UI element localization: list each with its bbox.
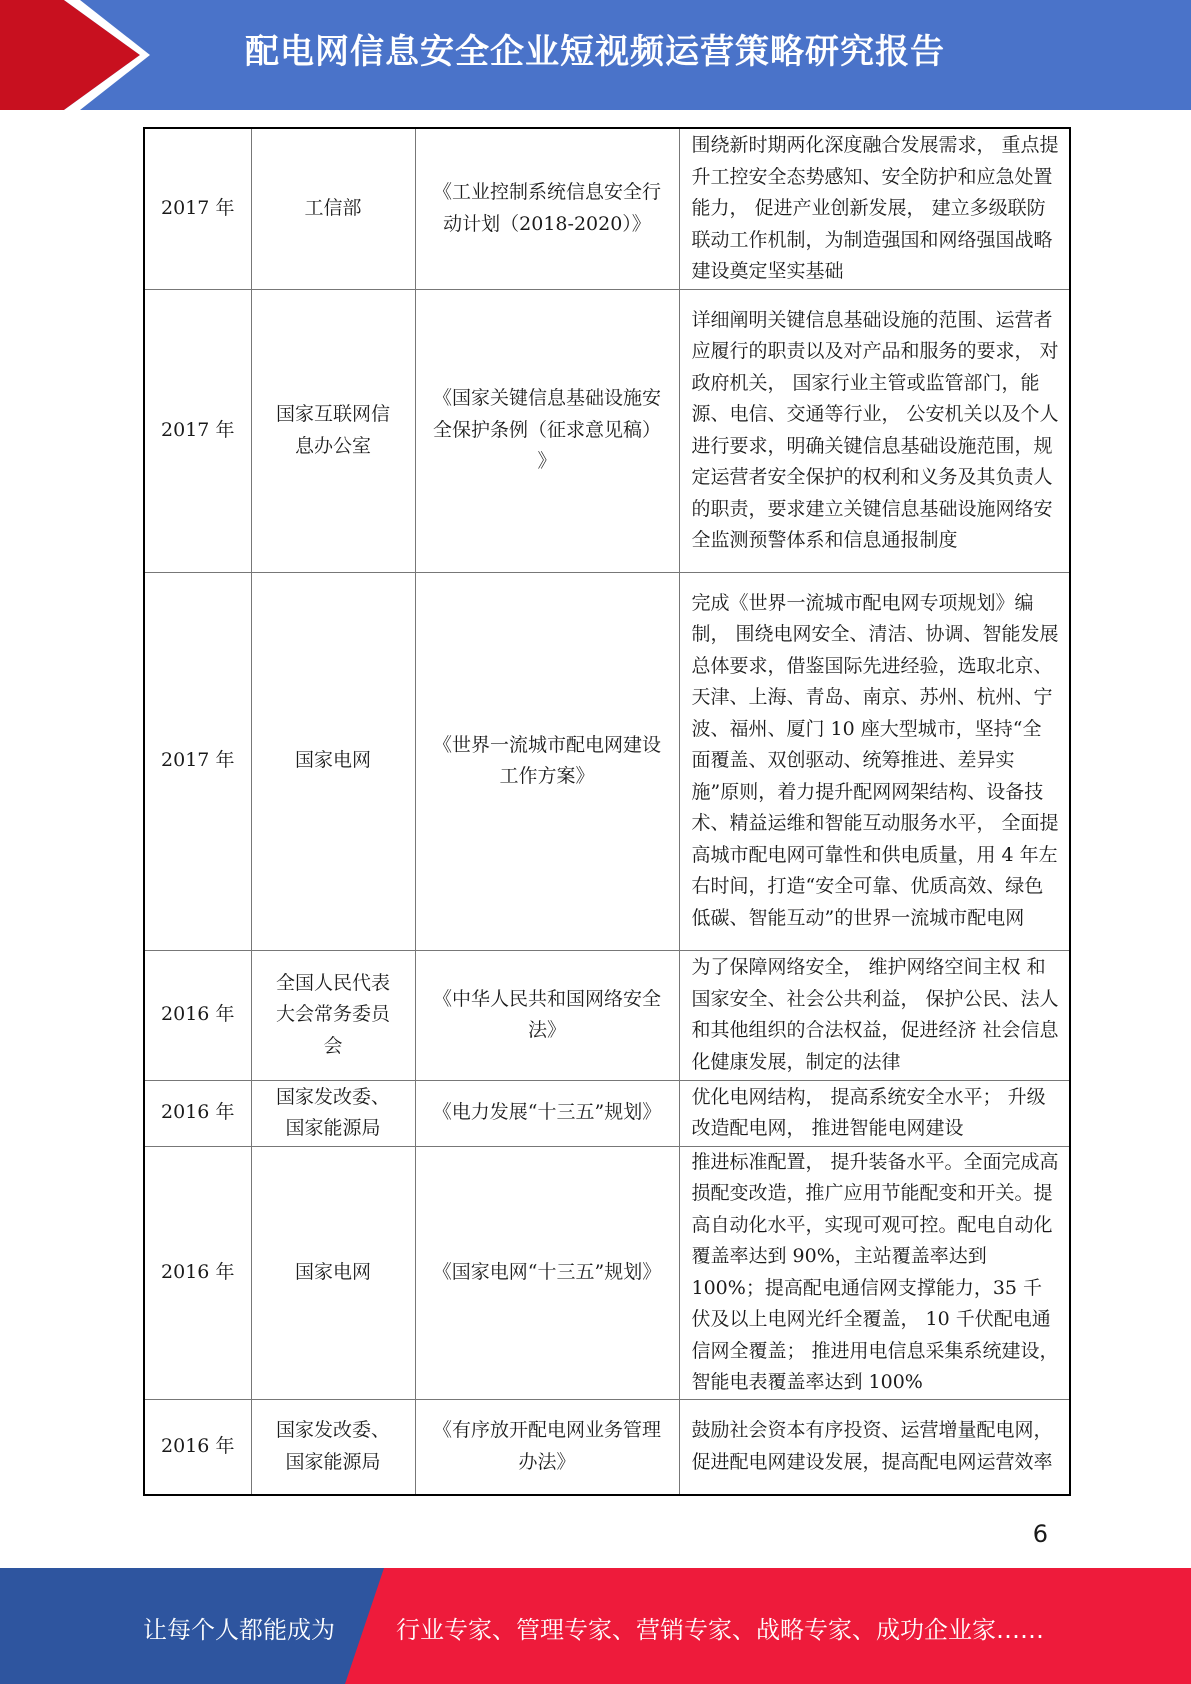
page-footer <box>0 1568 1191 1684</box>
year-cell: 2017 年 <box>144 572 251 950</box>
document-cell: 《世界一流城市配电网建设工作方案》 <box>415 572 679 950</box>
document-cell: 《中华人民共和国网络安全法》 <box>415 950 679 1080</box>
table-row <box>144 572 1070 950</box>
document-cell: 《有序放开配电网业务管理办法》 <box>415 1399 679 1495</box>
table-row <box>144 950 1070 1080</box>
description-cell: 优化电网结构， 提高系统安全水平； 升级改造配电网， 推进智能电网建设 <box>679 1080 1070 1146</box>
description-cell: 鼓励社会资本有序投资、运营增量配电网，促进配电网建设发展，提高配电网运营效率 <box>679 1399 1070 1495</box>
report-title: 配电网信息安全企业短视频运营策略研究报告 <box>245 32 945 72</box>
table-row <box>144 128 1070 289</box>
organization-cell: 全国人民代表大会常务委员会 <box>251 950 415 1080</box>
policy-table <box>143 127 1071 1496</box>
table-row <box>144 1146 1070 1399</box>
organization-cell: 工信部 <box>251 128 415 289</box>
description-cell: 围绕新时期两化深度融合发展需求， 重点提升工控安全态势感知、安全防护和应急处置能力， 促进产业创新发展， 建立多级联防联动工作机制，为制造强国和网络强国战略建设奠定坚实基础 <box>679 128 1070 289</box>
year-cell: 2016 年 <box>144 1399 251 1495</box>
organization-cell: 国家发改委、国家能源局 <box>251 1399 415 1495</box>
description-cell: 完成《世界一流城市配电网专项规划》编制， 围绕电网安全、清洁、协调、智能发展总体要求，借鉴国际先进经验，选取北京、天津、上海、青岛、南京、苏州、杭州、宁波、福州、厦门 10 座大型城市，坚持“全面覆盖、双创驱动、统筹推进、差异实施”原则，着力提升配网网架结构、设备技术、精益运维和智能互动服务水平， 全面提高城市配电网可靠性和供电质量，用 4 年左右时间，打造“安全可靠、优质高效、绿色低碳、智能互动”的世界一流城市配电网 <box>679 572 1070 950</box>
table-row <box>144 1399 1070 1495</box>
document-cell: 《国家关键信息基础设施安全保护条例（征求意见稿） 》 <box>415 289 679 572</box>
year-cell: 2016 年 <box>144 1146 251 1399</box>
footer-slogan-left: 让每个人都能成为 <box>143 1616 335 1644</box>
document-cell: 《工业控制系统信息安全行动计划（2018-2020）》 <box>415 128 679 289</box>
year-cell: 2017 年 <box>144 128 251 289</box>
year-cell: 2016 年 <box>144 950 251 1080</box>
description-cell: 详细阐明关键信息基础设施的范围、运营者应履行的职责以及对产品和服务的要求， 对政府机关， 国家行业主管或监管部门，能源、电信、交通等行业， 公安机关以及个人进行要求，明确关键信息基础设施范围，规定运营者安全保护的权利和义务及其负责人的职责，要求建立关键信息基础设施网络安全监测预警体系和信息通报制度 <box>679 289 1070 572</box>
page-number: 6 <box>1032 1520 1048 1548</box>
table-row <box>144 289 1070 572</box>
page-header <box>0 0 1191 110</box>
organization-cell: 国家电网 <box>251 1146 415 1399</box>
organization-cell: 国家发改委、国家能源局 <box>251 1080 415 1146</box>
year-cell: 2017 年 <box>144 289 251 572</box>
document-cell: 《电力发展“十三五”规划》 <box>415 1080 679 1146</box>
document-cell: 《国家电网“十三五”规划》 <box>415 1146 679 1399</box>
description-cell: 推进标准配置， 提升装备水平。全面完成高损配变改造，推广应用节能配变和开关。提高自动化水平，实现可观可控。配电自动化覆盖率达到 90%，主站覆盖率达到 100%；提高配电通信网支撑能力，35 千伏及以上电网光纤全覆盖， 10 千伏配电通信网全覆盖； 推进用电信息采集系统建设， 智能电表覆盖率达到 100% <box>679 1146 1070 1399</box>
table-row <box>144 1080 1070 1146</box>
year-cell: 2016 年 <box>144 1080 251 1146</box>
organization-cell: 国家电网 <box>251 572 415 950</box>
organization-cell: 国家互联网信息办公室 <box>251 289 415 572</box>
header-arrow-decoration <box>0 0 150 110</box>
footer-slogan-right: 行业专家、管理专家、营销专家、战略专家、成功企业家…… <box>396 1616 1044 1644</box>
description-cell: 为了保障网络安全， 维护网络空间主权 和国家安全、社会公共利益， 保护公民、法人和其他组织的合法权益，促进经济 社会信息化健康发展，制定的法律 <box>679 950 1070 1080</box>
